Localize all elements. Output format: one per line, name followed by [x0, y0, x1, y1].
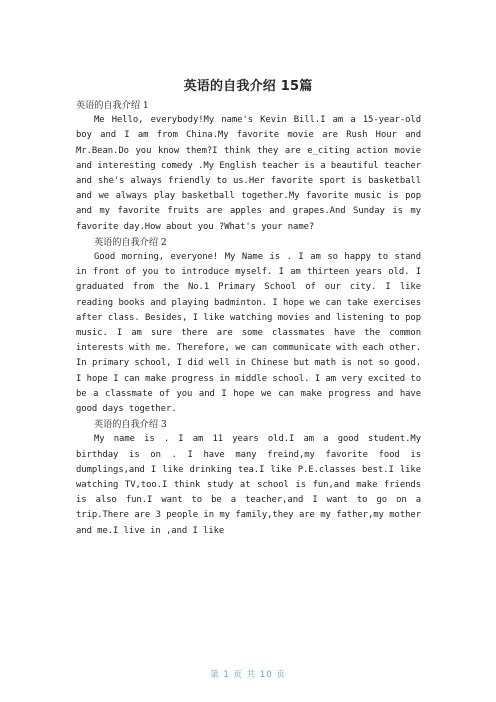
section-paragraph-1: Me Hello, everybody!My name's Kevin Bill.I am a 15-year-old boy and I am from China.My favorite movie are Rush Hour and Mr.Bean.Do you know them?I think they are e_citing action movie and interesting comedy .My English teacher is a beautiful teacher and she's always friendly to us.Her favorite sport is basketball and we always play basketball together.My favorite music is pop and my favorite fruits are apples and grapes.And Sunday is my favorite day.How about you ?What's your name?	[76, 115, 421, 232]
section-paragraph-3: My name is . I am 11 years old.I am a good student.My birthday is on . I have many freind,my favorite food is dumplings,and I like drinking tea.I like P.E.classes best.I like watching TV,too.I think study at school is fun,and make friends is also fun.I want to be a teacher,and I want to go on a trip.There are 3 people in my family,they are my father,my mother and me.I live in ,and I like	[76, 434, 421, 536]
document-title: 英语的自我介绍 15篇	[183, 79, 313, 94]
section-heading-3: 英语的自我介绍 3	[94, 419, 167, 431]
section-paragraph-2: Good morning, everyone! My Name is . I am so happy to stand in front of you to introduce myself. I am thirteen years old. I graduated from the No.1 Primary School of our city. I like reading books and playing badminton. I hope we can take exercises after class. Besides, I like watching movies and listening to pop music. I am sure there are some classmates have the common interests with me. Therefore, we can communicate with each other. In primary school, I did well in Chinese but math is not so good. I hope I can make progress in middle school. I am very excited to be a classmate of you and I hope we can make progress and have good days together.	[76, 252, 421, 415]
page-number-footer: 第 1 页 共 10 页	[210, 670, 286, 680]
section-heading-1: 英语的自我介绍 1	[76, 100, 149, 111]
document-body	[76, 98, 421, 539]
section-heading-2: 英语的自我介绍 2	[94, 236, 167, 248]
